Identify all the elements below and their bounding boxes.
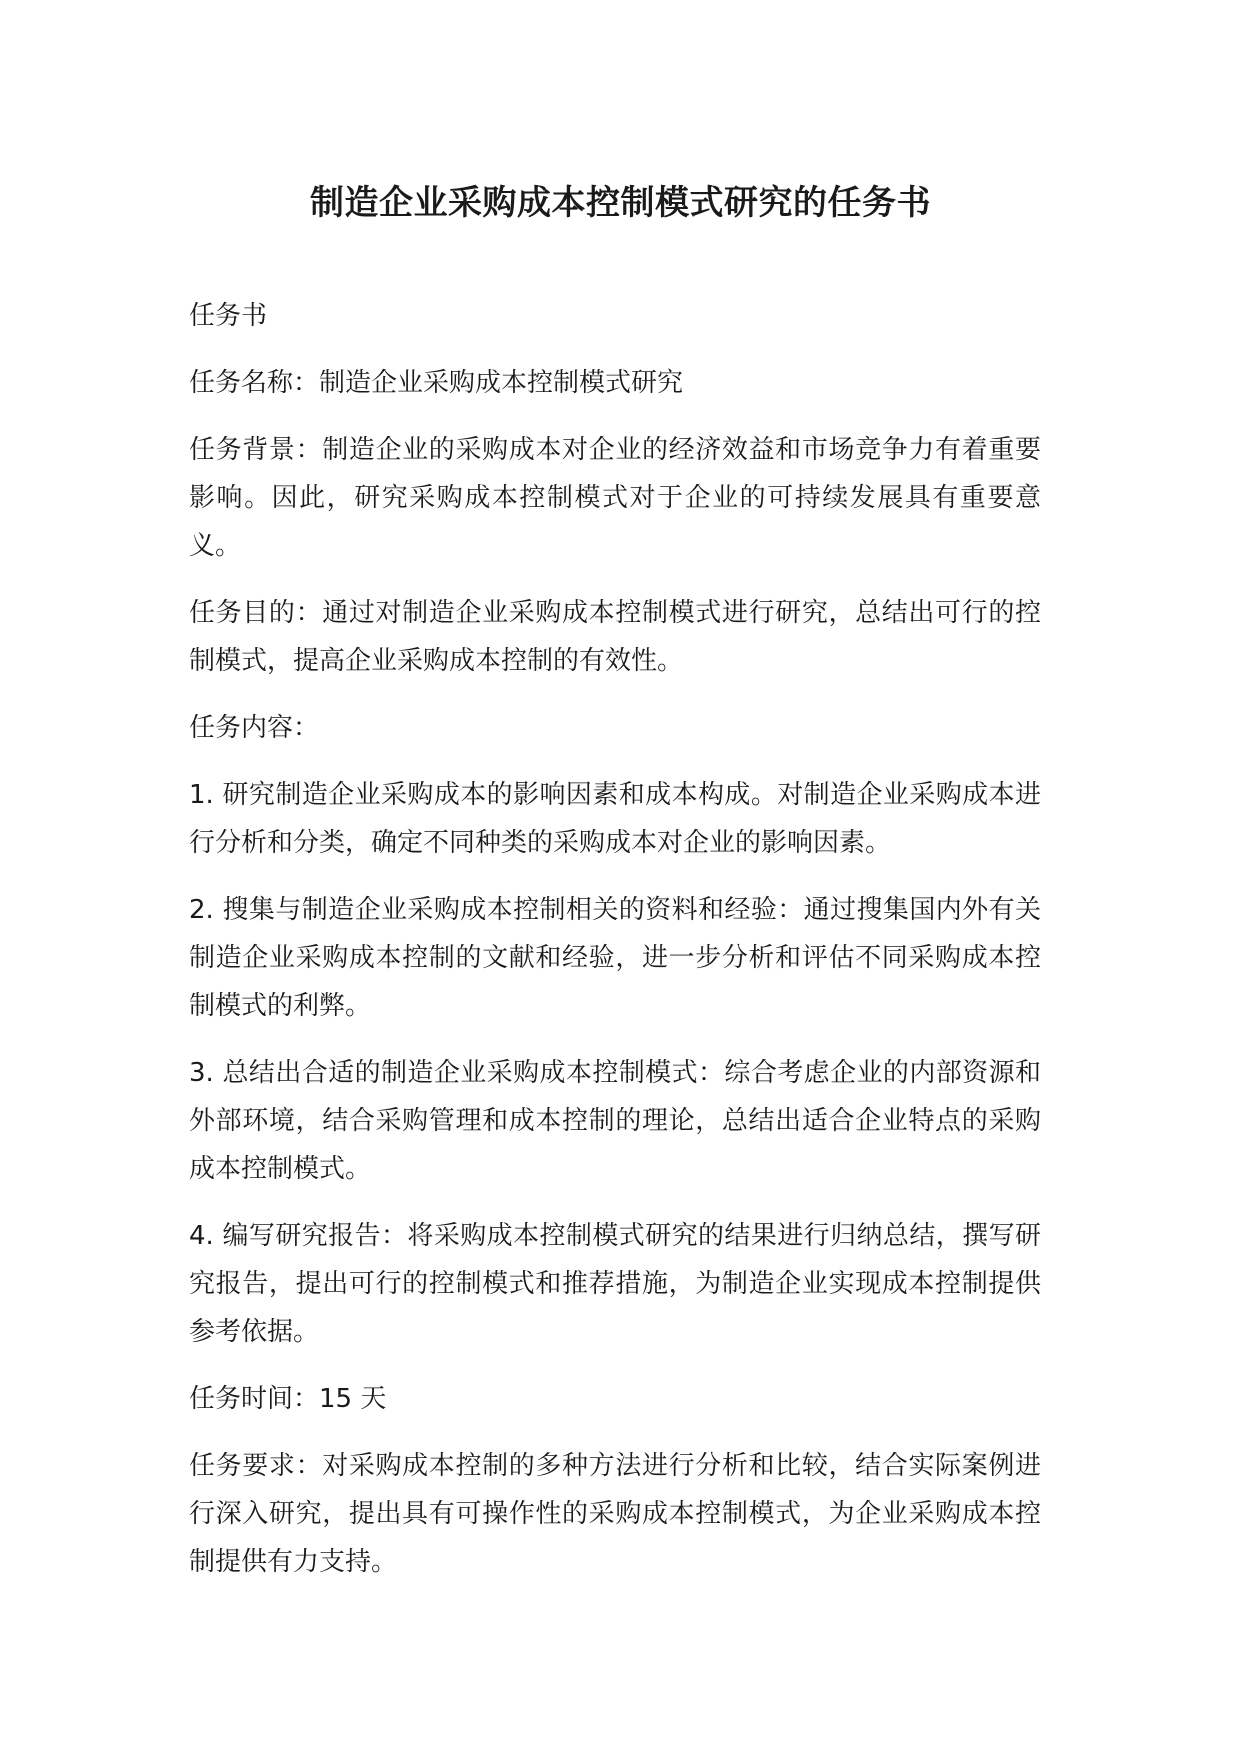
task-content-item-3: 3. 总结出合适的制造企业采购成本控制模式：综合考虑企业的内部资源和外部环境，结合采购管理和成本控制的理论，总结出适合企业特点的采购成本控制模式。 [189,1058,1041,1184]
task-content-item-1: 1. 研究制造企业采购成本的影响因素和成本构成。对制造企业采购成本进行分析和分类，确定不同种类的采购成本对企业的影响因素。 [189,780,1041,858]
document-title: 制造企业采购成本控制模式研究的任务书 [310,183,931,223]
task-content-item-2: 2. 搜集与制造企业采购成本控制相关的资料和经验：通过搜集国内外有关制造企业采购成本控制的文献和经验，进一步分析和评估不同采购成本控制模式的利弊。 [189,895,1041,1021]
task-background: 任务背景：制造企业的采购成本对企业的经济效益和市场竞争力有着重要影响。因此，研究采购成本控制模式对于企业的可持续发展具有重要意义。 [189,435,1041,561]
task-time: 任务时间：15 天 [189,1384,387,1414]
task-requirements: 任务要求：对采购成本控制的多种方法进行分析和比较，结合实际案例进行深入研究，提出具有可操作性的采购成本控制模式，为企业采购成本控制提供有力支持。 [189,1451,1041,1577]
heading-task-book: 任务书 [189,301,268,331]
task-content-item-4: 4. 编写研究报告：将采购成本控制模式研究的结果进行归纳总结，撰写研究报告，提出可行的控制模式和推荐措施，为制造企业实现成本控制提供参考依据。 [189,1221,1041,1347]
task-name: 任务名称：制造企业采购成本控制模式研究 [189,368,684,398]
task-purpose: 任务目的：通过对制造企业采购成本控制模式进行研究，总结出可行的控制模式，提高企业采购成本控制的有效性。 [189,598,1041,676]
task-content-heading: 任务内容： [189,713,320,743]
document-body [189,292,1041,1605]
